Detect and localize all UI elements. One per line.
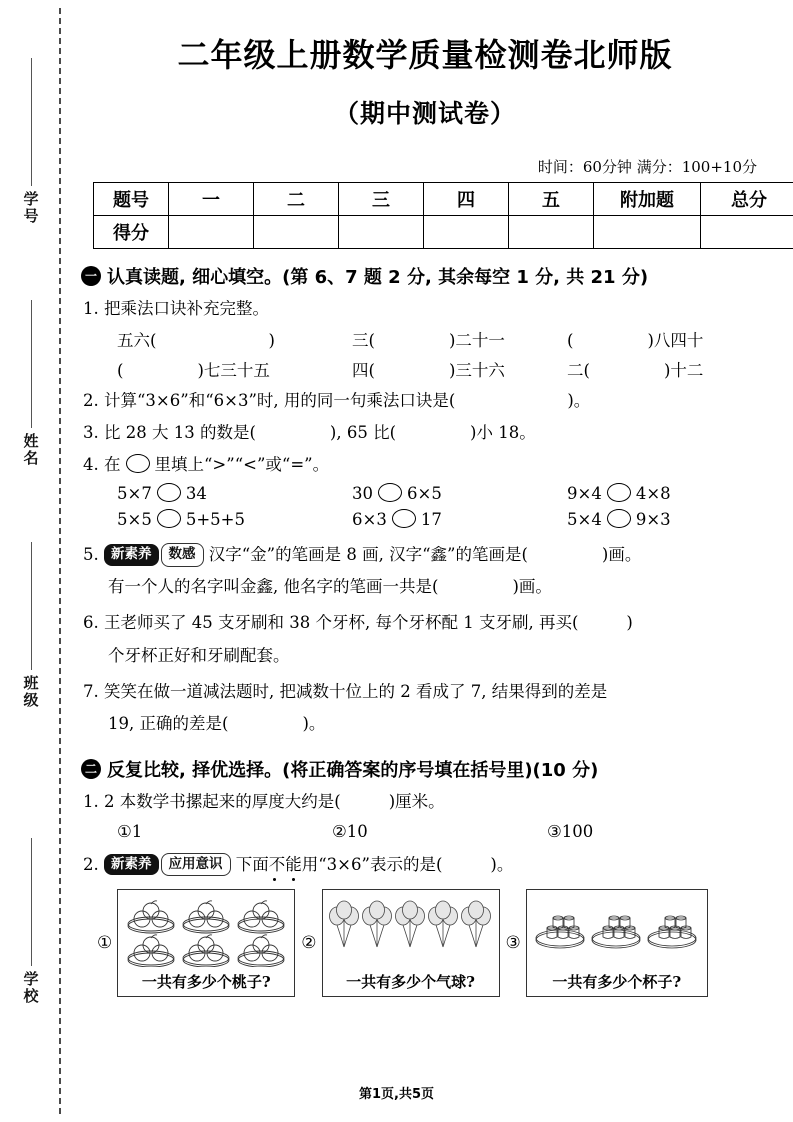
score-table bbox=[93, 182, 793, 249]
section-header-one bbox=[81, 263, 775, 289]
question-text: 汉字“金”的笔画是 8 画, 汉字“鑫”的笔画是( bbox=[208, 545, 528, 565]
score-table-col-2: 二 bbox=[254, 183, 339, 216]
question-text: 计算“3×6”和“6×3”时, 用的同一句乘法口诀是( bbox=[104, 391, 456, 411]
picture-option-caption: 一共有多少个桃子? bbox=[141, 972, 271, 991]
badge-new-literacy: 新素养 bbox=[104, 854, 159, 876]
formula-cell bbox=[117, 327, 352, 351]
picture-option-index: ② bbox=[301, 932, 317, 953]
score-cell-total[interactable] bbox=[701, 216, 793, 249]
question-1-1-row-2 bbox=[117, 357, 775, 381]
question-text: 把乘法口诀补充完整。 bbox=[104, 299, 269, 318]
page-footer: 第1页,共5页 bbox=[358, 1087, 435, 1102]
question-text: 比 28 大 13 的数是( bbox=[104, 423, 256, 443]
margin-field-student-id bbox=[0, 58, 62, 225]
badge-application-awareness: 应用意识 bbox=[161, 853, 231, 877]
question-1-6 bbox=[83, 610, 775, 635]
comparison-right: 5+5+5 bbox=[185, 510, 245, 530]
score-table-col-4: 四 bbox=[424, 183, 509, 216]
formula-prefix: 四( bbox=[352, 361, 375, 381]
comparison-right: 9×3 bbox=[635, 510, 671, 530]
formula-prefix: ( bbox=[117, 361, 124, 381]
question-text: 在 bbox=[104, 455, 121, 475]
score-cell-1[interactable] bbox=[169, 216, 254, 249]
badge-number-sense: 数感 bbox=[161, 543, 204, 567]
option-2[interactable]: ②10 bbox=[332, 821, 368, 841]
question-1-3 bbox=[83, 420, 775, 445]
question-text-end: )画。 bbox=[512, 577, 552, 597]
section-one-title: 认真读题, 细心填空。(第 6、7 题 2 分, 其余每空 1 分, 共 21 分) bbox=[107, 267, 649, 288]
question-number: 1. bbox=[83, 299, 99, 318]
score-table-col-extra: 附加题 bbox=[594, 183, 701, 216]
comparison-right: 6×5 bbox=[407, 484, 442, 504]
table-row-score bbox=[94, 216, 793, 249]
left-binding-margin bbox=[0, 0, 62, 1122]
option-3[interactable]: ③100 bbox=[547, 821, 594, 841]
comparison-row-1 bbox=[117, 483, 775, 503]
comparison-item bbox=[567, 509, 767, 529]
comparison-circle-icon[interactable] bbox=[392, 509, 416, 528]
question-2-2 bbox=[83, 852, 775, 877]
question-number: 3. bbox=[83, 423, 99, 443]
question-number: 6. bbox=[83, 613, 99, 633]
emphasized-text: 不能 bbox=[268, 854, 302, 874]
formula-cell bbox=[352, 357, 567, 381]
question-text-end: )小 18。 bbox=[470, 423, 536, 443]
margin-label-class: 班级 bbox=[21, 675, 40, 709]
picture-option-1[interactable] bbox=[97, 889, 295, 997]
question-text-b: 用“3×6”表示的是( bbox=[301, 854, 443, 874]
margin-field-name bbox=[0, 300, 62, 467]
question-1-7 bbox=[83, 679, 775, 704]
comparison-circle-icon[interactable] bbox=[378, 483, 402, 502]
formula-cell bbox=[567, 357, 767, 381]
comparison-right: 34 bbox=[185, 484, 207, 504]
picture-option-box[interactable] bbox=[526, 889, 708, 997]
formula-suffix: )十二 bbox=[663, 361, 704, 381]
peach-plate-group bbox=[122, 896, 290, 971]
score-table-col-total: 总分 bbox=[701, 183, 793, 216]
formula-suffix: )八四十 bbox=[647, 331, 704, 351]
question-number: 1. bbox=[83, 791, 99, 811]
formula-cell bbox=[352, 327, 567, 351]
formula-cell bbox=[567, 327, 767, 351]
comparison-item bbox=[117, 483, 352, 503]
question-text: 2 本数学书摞起来的厚度大约是( bbox=[104, 791, 341, 811]
picture-option-3[interactable] bbox=[506, 889, 708, 997]
question-text-end: )画。 bbox=[601, 545, 642, 565]
comparison-left: 6×3 bbox=[352, 510, 387, 530]
question-2-1-options bbox=[117, 822, 775, 841]
comparison-circle-icon[interactable] bbox=[607, 483, 631, 502]
section-header-two bbox=[81, 756, 775, 782]
comparison-right: 4×8 bbox=[635, 484, 671, 504]
question-text: 有一个人的名字叫金鑫, 他名字的笔画一共是( bbox=[108, 577, 439, 597]
comparison-left: 30 bbox=[352, 484, 373, 504]
comparison-left: 5×5 bbox=[117, 510, 152, 530]
question-text-end: )。 bbox=[567, 391, 591, 411]
question-text-end: ) bbox=[626, 613, 633, 633]
picture-option-caption: 一共有多少个杯子? bbox=[552, 972, 682, 991]
question-1-6-line2: 个牙杯正好和牙刷配套。 bbox=[108, 645, 290, 665]
comparison-item bbox=[352, 483, 567, 503]
formula-suffix: ) bbox=[268, 331, 275, 351]
section-two-title: 反复比较, 择优选择。(将正确答案的序号填在括号里)(10 分) bbox=[107, 759, 599, 781]
score-table-col-5: 五 bbox=[509, 183, 594, 216]
question-text-mid: ), 65 比( bbox=[329, 423, 397, 443]
comparison-circle-icon[interactable] bbox=[607, 509, 631, 528]
formula-prefix: ( bbox=[567, 331, 574, 351]
margin-label-name: 姓名 bbox=[21, 433, 40, 467]
question-2-1 bbox=[83, 789, 775, 814]
score-table-col-3: 三 bbox=[339, 183, 424, 216]
page-title: 二年级上册数学质量检测卷北师版 bbox=[177, 36, 673, 74]
picture-option-2[interactable] bbox=[301, 889, 499, 997]
picture-option-box[interactable] bbox=[117, 889, 295, 997]
score-table-row-label-score: 得分 bbox=[94, 216, 169, 249]
score-cell-3[interactable] bbox=[339, 216, 424, 249]
margin-rule bbox=[31, 58, 32, 186]
question-1-1-row-1 bbox=[117, 327, 775, 351]
comparison-item bbox=[567, 483, 767, 503]
comparison-circle-icon[interactable] bbox=[157, 509, 181, 528]
question-text: 王老师买了 45 支牙刷和 38 个牙杯, 每个牙杯配 1 支牙刷, 再买( bbox=[104, 613, 579, 633]
comparison-item bbox=[352, 509, 567, 529]
score-table-row-label: 题号 bbox=[94, 183, 169, 216]
peach-plate-icon bbox=[123, 899, 289, 967]
question-text: 下面 bbox=[235, 854, 269, 874]
question-text: 笑笑在做一道减法题时, 把减数十位上的 2 看成了 7, 结果得到的差是 bbox=[104, 681, 608, 701]
question-text-end: )。 bbox=[302, 713, 326, 733]
margin-label-student-id: 学号 bbox=[21, 191, 40, 225]
margin-rule bbox=[31, 300, 32, 428]
table-row-header bbox=[94, 183, 793, 216]
question-number: 7. bbox=[83, 681, 99, 701]
question-number: 5. bbox=[83, 545, 99, 565]
picture-option-caption: 一共有多少个气球? bbox=[346, 972, 475, 991]
formula-suffix: )二十一 bbox=[448, 331, 505, 351]
score-table-col-1: 一 bbox=[169, 183, 254, 216]
comparison-left: 5×4 bbox=[567, 510, 602, 530]
question-number: 2. bbox=[83, 854, 99, 874]
comparison-left: 9×4 bbox=[567, 484, 602, 504]
formula-suffix: )三十六 bbox=[448, 361, 505, 381]
question-1-1 bbox=[83, 296, 775, 321]
question-2-2-picture-options bbox=[97, 889, 775, 997]
question-number: 2. bbox=[83, 391, 99, 411]
cup-tray-group bbox=[531, 896, 703, 971]
formula-prefix: 二( bbox=[567, 361, 590, 381]
question-text-end: )。 bbox=[490, 854, 514, 874]
margin-label-school: 学校 bbox=[21, 971, 40, 1005]
picture-option-index: ③ bbox=[505, 932, 521, 953]
section-bullet-icon: 二 bbox=[81, 759, 101, 779]
question-text: 19, 正确的差是( bbox=[108, 713, 229, 733]
comparison-row-2 bbox=[117, 509, 775, 529]
comparison-item bbox=[117, 509, 352, 529]
score-cell-extra[interactable] bbox=[594, 216, 701, 249]
question-1-5-line2 bbox=[108, 574, 775, 599]
page-subtitle: （期中测试卷） bbox=[333, 99, 516, 128]
exam-sheet bbox=[75, 0, 775, 1122]
formula-prefix: 三( bbox=[352, 331, 375, 351]
margin-field-school bbox=[0, 838, 62, 1005]
picture-option-box[interactable] bbox=[322, 889, 500, 997]
margin-rule bbox=[31, 542, 32, 670]
question-1-4 bbox=[83, 452, 775, 477]
balloon-bunch-group bbox=[327, 896, 495, 971]
comparison-left: 5×7 bbox=[117, 484, 152, 504]
formula-suffix: )七三十五 bbox=[197, 361, 270, 381]
comparison-circle-icon[interactable] bbox=[126, 454, 150, 473]
margin-field-class bbox=[0, 542, 62, 709]
picture-option-index: ① bbox=[97, 932, 113, 953]
exam-meta-info: 时间：60分钟 满分：100+10分 bbox=[537, 158, 757, 176]
cup-tray-icon bbox=[531, 904, 703, 962]
formula-prefix: 五六( bbox=[117, 331, 157, 351]
score-cell-5[interactable] bbox=[509, 216, 594, 249]
formula-cell bbox=[117, 357, 352, 381]
question-text-end: 里填上“>”“<”或“=”。 bbox=[154, 455, 330, 475]
comparison-circle-icon[interactable] bbox=[157, 483, 181, 502]
question-1-5 bbox=[83, 542, 775, 567]
balloon-bunch-icon bbox=[327, 898, 495, 968]
score-cell-4[interactable] bbox=[424, 216, 509, 249]
margin-rule bbox=[31, 838, 32, 966]
score-cell-2[interactable] bbox=[254, 216, 339, 249]
option-1[interactable]: ①1 bbox=[117, 821, 143, 841]
comparison-right: 17 bbox=[420, 510, 442, 530]
question-number: 4. bbox=[83, 455, 99, 475]
section-bullet-icon: 一 bbox=[81, 266, 101, 286]
question-text-end: )厘米。 bbox=[388, 791, 445, 811]
question-1-2 bbox=[83, 388, 775, 413]
question-1-7-line2 bbox=[108, 711, 775, 736]
badge-new-literacy: 新素养 bbox=[104, 544, 159, 566]
